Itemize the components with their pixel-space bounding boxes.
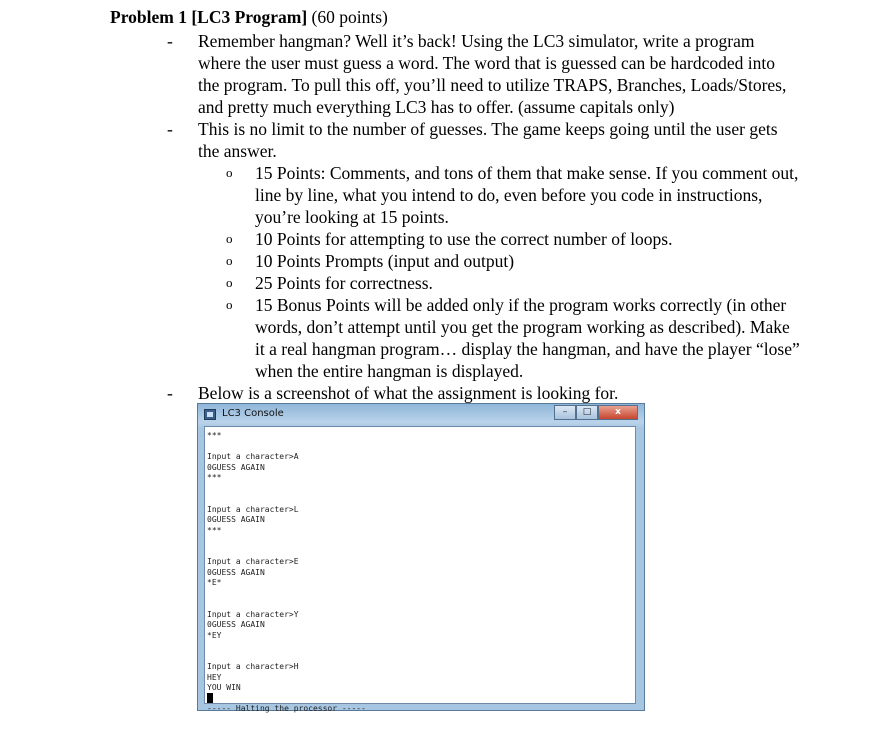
criteria-item-prompts [255, 250, 875, 272]
circle-bullet: o [226, 165, 233, 180]
maximize-button[interactable]: □ [576, 405, 598, 420]
circle-bullet: o [226, 275, 233, 290]
console-line: Input a character>A [207, 452, 299, 461]
circle-bullet: o [226, 253, 233, 268]
criteria-line: you’re looking at 15 points. [255, 207, 449, 227]
console-line: YOU WIN [207, 683, 241, 692]
console-line: 0GUESS AGAIN [207, 620, 265, 629]
console-line: 0GUESS AGAIN [207, 567, 265, 577]
criteria-line: 10 Points for attempting to use the correct number of loops. [255, 229, 673, 249]
window-title: LC3 Console [222, 408, 284, 419]
criteria-item-bonus [255, 294, 875, 382]
console-line: *** [207, 431, 222, 440]
criteria-line: 10 Points Prompts (input and output) [255, 251, 515, 271]
console-line: *** [207, 525, 222, 535]
criteria-line: 15 Points: Comments, and tons of them that make sense. If you comment out, [255, 163, 799, 183]
criteria-item-loops [255, 228, 875, 250]
console-line: ----- Halting the processor ----- [207, 704, 366, 713]
problem-heading-points: (60 points) [307, 7, 388, 27]
console-line: *EY [207, 630, 222, 640]
lc3-console-window [197, 403, 645, 711]
criteria-line: it a real hangman program… display the hangman, and have the player “lose” [255, 339, 800, 359]
dash-bullet: - [167, 31, 173, 51]
intro-line: where the user must guess a word. The word that is guessed can be hardcoded into [198, 53, 776, 73]
console-line: 0GUESS AGAIN [207, 515, 265, 524]
window-controls [554, 405, 638, 420]
limit-paragraph [198, 118, 878, 162]
criteria-item-comments [255, 162, 875, 228]
text-cursor [207, 693, 213, 703]
intro-line: the program. To pull this off, you’ll need to utilize TRAPS, Branches, Loads/Stores, [198, 75, 787, 95]
circle-bullet: o [226, 297, 233, 312]
criteria-line: words, don’t attempt until you get the program working as described). Make [255, 317, 790, 337]
intro-line: and pretty much everything LC3 has to offer. (assume capitals only) [198, 97, 675, 117]
console-output[interactable] [204, 426, 636, 713]
console-line: *E* [207, 578, 222, 587]
console-line: HEY [207, 672, 222, 682]
intro-line: Remember hangman? Well it’s back! Using the LC3 simulator, write a program [198, 31, 755, 51]
console-line: Input a character>E [207, 557, 299, 566]
close-button[interactable]: x [598, 405, 638, 420]
console-line: *** [207, 473, 222, 482]
criteria-line: 15 Bonus Points will be added only if the program works correctly (in other [255, 295, 787, 315]
console-app-icon [204, 409, 216, 420]
limit-line: the answer. [198, 141, 277, 161]
screenshot-note [198, 382, 878, 404]
limit-line: This is no limit to the number of guesses. The game keeps going until the user gets [198, 119, 778, 139]
criteria-line: when the entire hangman is displayed. [255, 361, 524, 381]
console-line: Input a character>Y [207, 609, 299, 619]
criteria-line: 25 Points for correctness. [255, 273, 433, 293]
minimize-button[interactable]: – [554, 405, 576, 420]
window-titlebar [198, 404, 644, 426]
criteria-item-correctness [255, 272, 875, 294]
console-line: Input a character>H [207, 662, 299, 671]
dash-bullet: - [167, 119, 173, 139]
console-line: Input a character>L [207, 504, 299, 514]
screenshot-note-line: Below is a screenshot of what the assignment is looking for. [198, 383, 619, 403]
criteria-line: line by line, what you intend to do, even before you code in instructions, [255, 185, 763, 205]
console-line: 0GUESS AGAIN [207, 462, 265, 472]
problem-heading-bold: Problem 1 [LC3 Program] [110, 7, 308, 27]
circle-bullet: o [226, 231, 233, 246]
intro-paragraph [198, 30, 878, 118]
dash-bullet: - [167, 383, 173, 403]
problem-heading [110, 6, 388, 28]
